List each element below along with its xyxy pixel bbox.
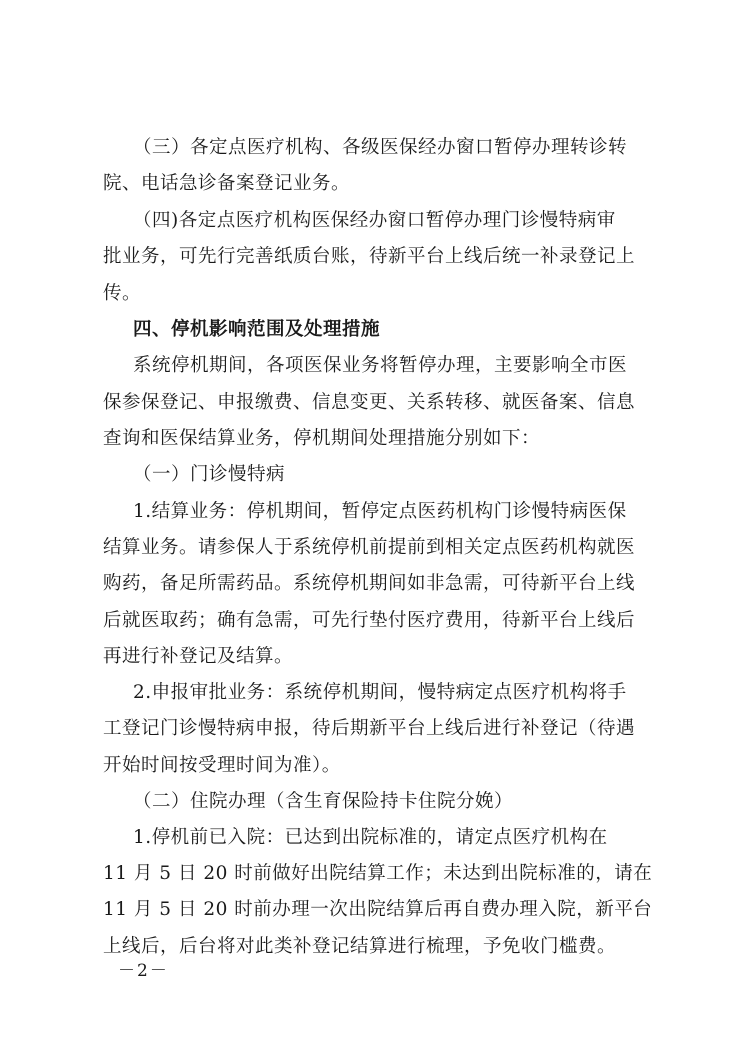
subsection-2-title: （二）住院办理（含生育保险持卡住院分娩） [133,791,514,812]
item-2-line-1: 2.申报审批业务：系统停机期间，慢特病定点医疗机构将手 [133,682,627,703]
paragraph-4-line-1: （四)各定点医疗机构医保经办窗口暂停办理门诊慢特病审 [133,210,616,231]
intro-line-2: 保参保登记、申报缴费、信息变更、关系转移、就医备案、信息 [103,392,636,413]
item-3-line-3: 11 月 5 日 20 时前办理一次出院结算后再自费办理入院，新平台 [103,899,653,920]
item-1-line-1: 1.结算业务：停机期间，暂停定点医药机构门诊慢特病医保 [133,501,627,522]
item-3-line-1: 1.停机前已入院：已达到出院标准的，请定点医疗机构在 [133,827,608,848]
intro-line-1: 系统停机期间，各项医保业务将暂停办理，主要影响全市医 [133,355,628,376]
item-1-line-4: 后就医取药；确有急需，可先行垫付医疗费用，待新平台上线后 [103,610,636,631]
paragraph-3-line-1: （三）各定点医疗机构、各级医保经办窗口暂停办理转诊转 [133,137,628,158]
paragraph-3-line-2: 院、电话急诊备案登记业务。 [103,173,351,194]
page-number: －2－ [118,961,169,981]
paragraph-4-line-2: 批业务，可先行完善纸质台账，待新平台上线后统一补录登记上 [103,246,636,267]
paragraph-4-line-3: 传。 [103,283,142,304]
item-3-line-4: 上线后，后台将对此类补登记结算进行梳理，予免收门槛费。 [103,936,617,957]
subsection-1-title: （一）门诊慢特病 [133,464,286,485]
intro-line-3: 查询和医保结算业务，停机期间处理措施分别如下： [103,428,541,449]
section-heading: 四、停机影响范围及处理措施 [133,319,381,340]
item-1-line-5: 再进行补登记及结算。 [103,646,294,667]
item-2-line-3: 开始时间按受理时间为准）。 [103,755,341,776]
item-2-line-2: 工登记门诊慢特病申报，待后期新平台上线后进行补登记（待遇 [103,718,636,739]
item-3-line-2: 11 月 5 日 20 时前做好出院结算工作；未达到出院标准的，请在 [103,863,653,884]
item-1-line-2: 结算业务。请参保人于系统停机前提前到相关定点医药机构就医 [103,537,636,558]
item-1-line-3: 购药，备足所需药品。系统停机期间如非急需，可待新平台上线 [103,573,636,594]
